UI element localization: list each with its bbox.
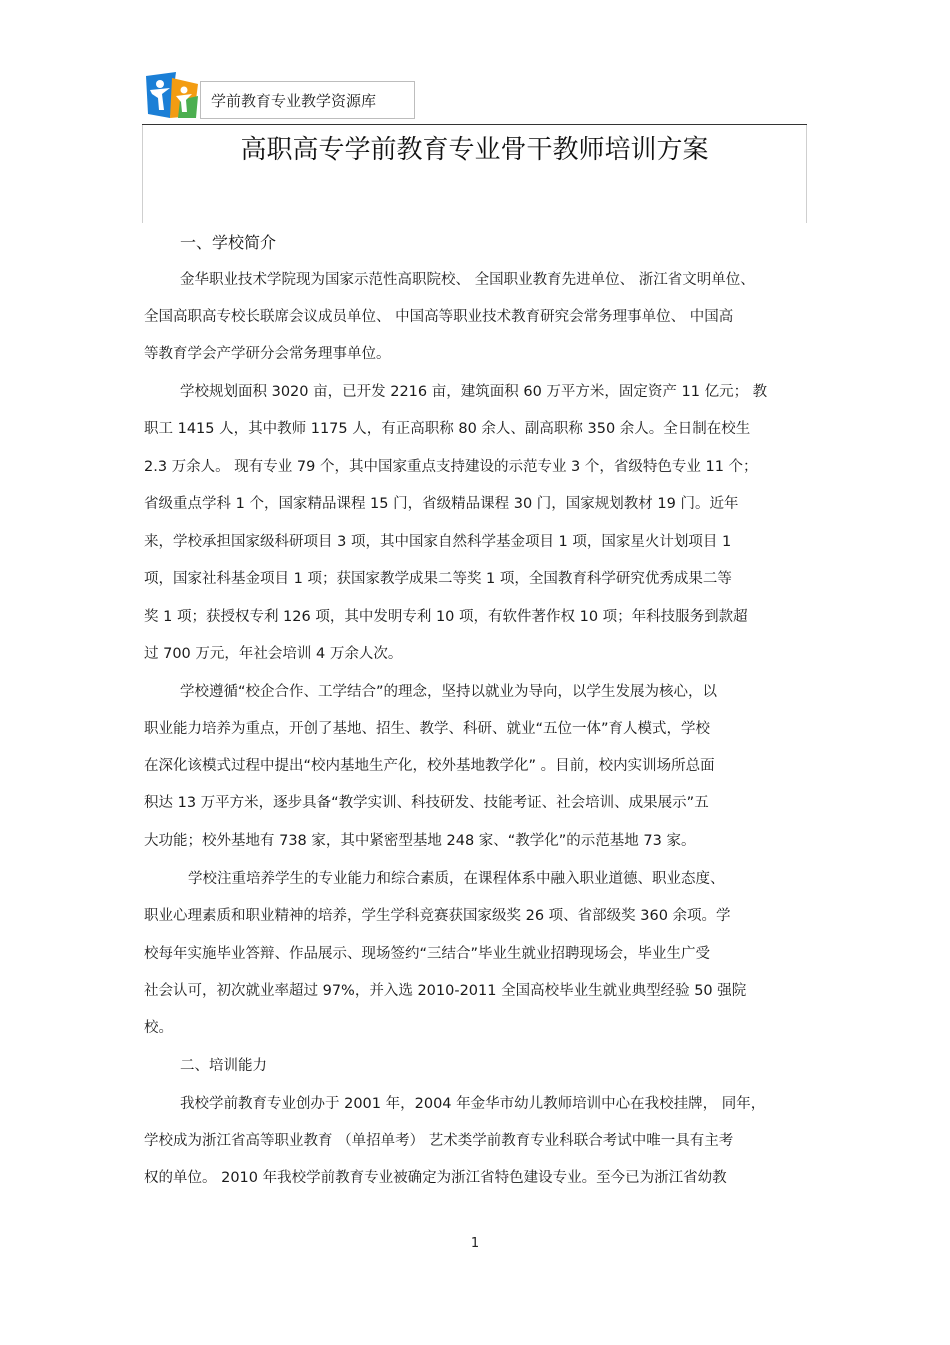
- library-name: 学前教育专业教学资源库: [211, 92, 377, 110]
- paragraph-line: 省级重点学科 1 个，国家精品课程 15 门，省级精品课程 30 门，国家规划教材 19 门。近年: [144, 496, 739, 512]
- paragraph-line: 学校注重培养学生的专业能力和综合素质，在课程体系中融入职业道德、职业态度、: [188, 871, 725, 887]
- paragraph-line: 校。: [144, 1020, 173, 1036]
- paragraph-line: 职业能力培养为重点，开创了基地、招生、教学、科研、就业“五位一体”育人模式，学校: [144, 721, 711, 737]
- paragraph-line: 来，学校承担国家级科研项目 3 项，其中国家自然科学基金项目 1 项，国家星火计划项目 1: [144, 534, 732, 550]
- section-heading-training-capacity: 二、培训能力: [180, 1058, 267, 1074]
- paragraph-line: 全国高职高专校长联席会议成员单位、 中国高等职业技术教育研究会常务理事单位、 中国高: [144, 309, 734, 325]
- paragraph-line: 学校遵循“校企合作、工学结合”的理念，坚持以就业为导向，以学生发展为核心，以: [180, 684, 718, 700]
- paragraph-line: 职工 1415 人，其中教师 1175 人，有正高职称 80 余人、副高职称 350 余人。全日制在校生: [144, 421, 751, 437]
- paragraph-line: 积达 13 万平方米，逐步具备“教学实训、科技研发、技能考证、社会培训、成果展示”五: [144, 795, 709, 811]
- paragraph-line: 项，国家社科基金项目 1 项；获国家教学成果二等奖 1 项，全国教育科学研究优秀成果二等: [144, 571, 732, 587]
- paragraph-line: 等教育学会产学研分会常务理事单位。: [144, 346, 391, 362]
- resource-library-logo: [142, 70, 200, 120]
- paragraph-line: 金华职业技术学院现为国家示范性高职院校、 全国职业教育先进单位、 浙江省文明单位、: [180, 272, 755, 288]
- paragraph-line: 大功能；校外基地有 738 家，其中紧密型基地 248 家、“教学化”的示范基地 73 家。: [144, 833, 696, 849]
- paragraph-line: 权的单位。 2010 年我校学前教育专业被确定为浙江省特色建设专业。至今已为浙江省幼教: [144, 1170, 727, 1186]
- paragraph-line: 2.3 万余人。 现有专业 79 个，其中国家重点支持建设的示范专业 3 个，省级特色专业 11 个；: [144, 459, 758, 475]
- paragraph-line: 过 700 万元，年社会培训 4 万余人次。: [144, 646, 403, 662]
- header-divider: [142, 124, 807, 125]
- paragraph-line: 奖 1 项；获授权专利 126 项，其中发明专利 10 项，有软件著作权 10 项；年科技服务到款超: [144, 609, 748, 625]
- paragraph-line: 在深化该模式过程中提出“校内基地生产化，校外基地教学化” 。目前，校内实训场所总面: [144, 758, 715, 774]
- paragraph-line: 社会认可，初次就业率超过 97%，并入选 2010-2011 全国高校毕业生就业典型经验 50 强院: [144, 983, 747, 999]
- paragraph-line: 校每年实施毕业答辩、作品展示、现场签约“三结合”毕业生就业招聘现场会，毕业生广受: [144, 946, 711, 962]
- paragraph-line: 学校规划面积 3020 亩，已开发 2216 亩，建筑面积 60 万平方米，固定资产 11 亿元； 教: [180, 384, 768, 400]
- document-title: 高职高专学前教育专业骨干教师培训方案: [240, 135, 709, 165]
- paragraph-line: 学校成为浙江省高等职业教育 （单招单考） 艺术类学前教育专业科联合考试中唯一具有主考: [144, 1133, 734, 1149]
- section-heading-school-intro: 一、学校简介: [180, 233, 277, 252]
- page-number: 1: [470, 1236, 480, 1251]
- paragraph-line: 职业心理素质和职业精神的培养，学生学科竞赛获国家级奖 26 项、省部级奖 360 余项。学: [144, 908, 731, 924]
- paragraph-line: 我校学前教育专业创办于 2001 年，2004 年金华市幼儿教师培训中心在我校挂牌， 同年，: [180, 1096, 766, 1112]
